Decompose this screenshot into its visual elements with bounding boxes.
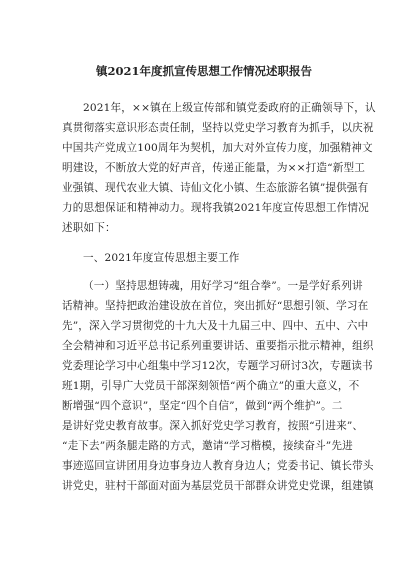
paragraph-line: 真贯彻落实意识形态责任制，坚持以党史学习教育为抓手，以庆祝 xyxy=(62,122,374,134)
paragraph-line: 党委理论学习中心组集中学习12次，专题学习研讨3次，专题读书 xyxy=(62,360,373,372)
paragraph-line: 讲党史，驻村干部面对面为基层党员干部群众讲党史党课，组建镇 xyxy=(62,480,374,492)
paragraph-line: 全会精神和习近平总书记系列重要讲话、重要指示批示精神，组织 xyxy=(62,340,374,352)
paragraph-line: 班1期，引导广大党员干部深刻领悟“两个确立”的重大意义，不 xyxy=(62,380,360,392)
paragraph-line: 话精神。坚持把政治建设放在首位，突出抓好“思想引领、学习在 xyxy=(62,300,369,312)
paragraph-line: 明建设，不断放大党的好声音，传递正能量，为××打造“新型工 xyxy=(62,162,365,174)
paragraph-line: “走下去”两条腿走路的方式，邀请“学习楷模，接续奋斗”先进 xyxy=(62,440,353,452)
paragraph-line: 2021年，××镇在上级宣传部和镇党委政府的正确领导下，认 xyxy=(83,102,376,114)
paragraph-line: 业强镇、现代农业大镇、诗仙文化小镇、生态旅游名镇”提供强有 xyxy=(62,182,369,194)
paragraph-line: 中国共产党成立100周年为契机，加大对外宣传力度，加强精神文 xyxy=(62,142,373,154)
paragraph-line: 事迹巡回宣讲团用身边事身边人教育身边人；党委书记、镇长带头 xyxy=(62,460,374,472)
paragraph-line: 述职如下： xyxy=(62,222,116,234)
paragraph-line: 断增强“四个意识”，坚定“四个自信”，做到“两个维护”。二 xyxy=(62,400,343,412)
paragraph-line: 先”，深入学习贯彻党的十九大及十九届三中、四中、五中、六中 xyxy=(62,320,369,332)
paragraph-line: 是讲好党史教育故事。深入抓好党史学习教育，按照“引进来”、 xyxy=(62,420,364,432)
paragraph-line: （一）坚持思想铸魂，用好学习“组合拳”。一是学好系列讲 xyxy=(83,280,363,292)
section-heading: 一、2021年度宣传思想主要工作 xyxy=(83,252,240,264)
paragraph-line: 力的思想保证和精神动力。现将我镇2021年度宣传思想工作情况 xyxy=(62,202,369,214)
document-title: 镇2021年度抓宣传思想工作情况述职报告 xyxy=(95,64,312,78)
